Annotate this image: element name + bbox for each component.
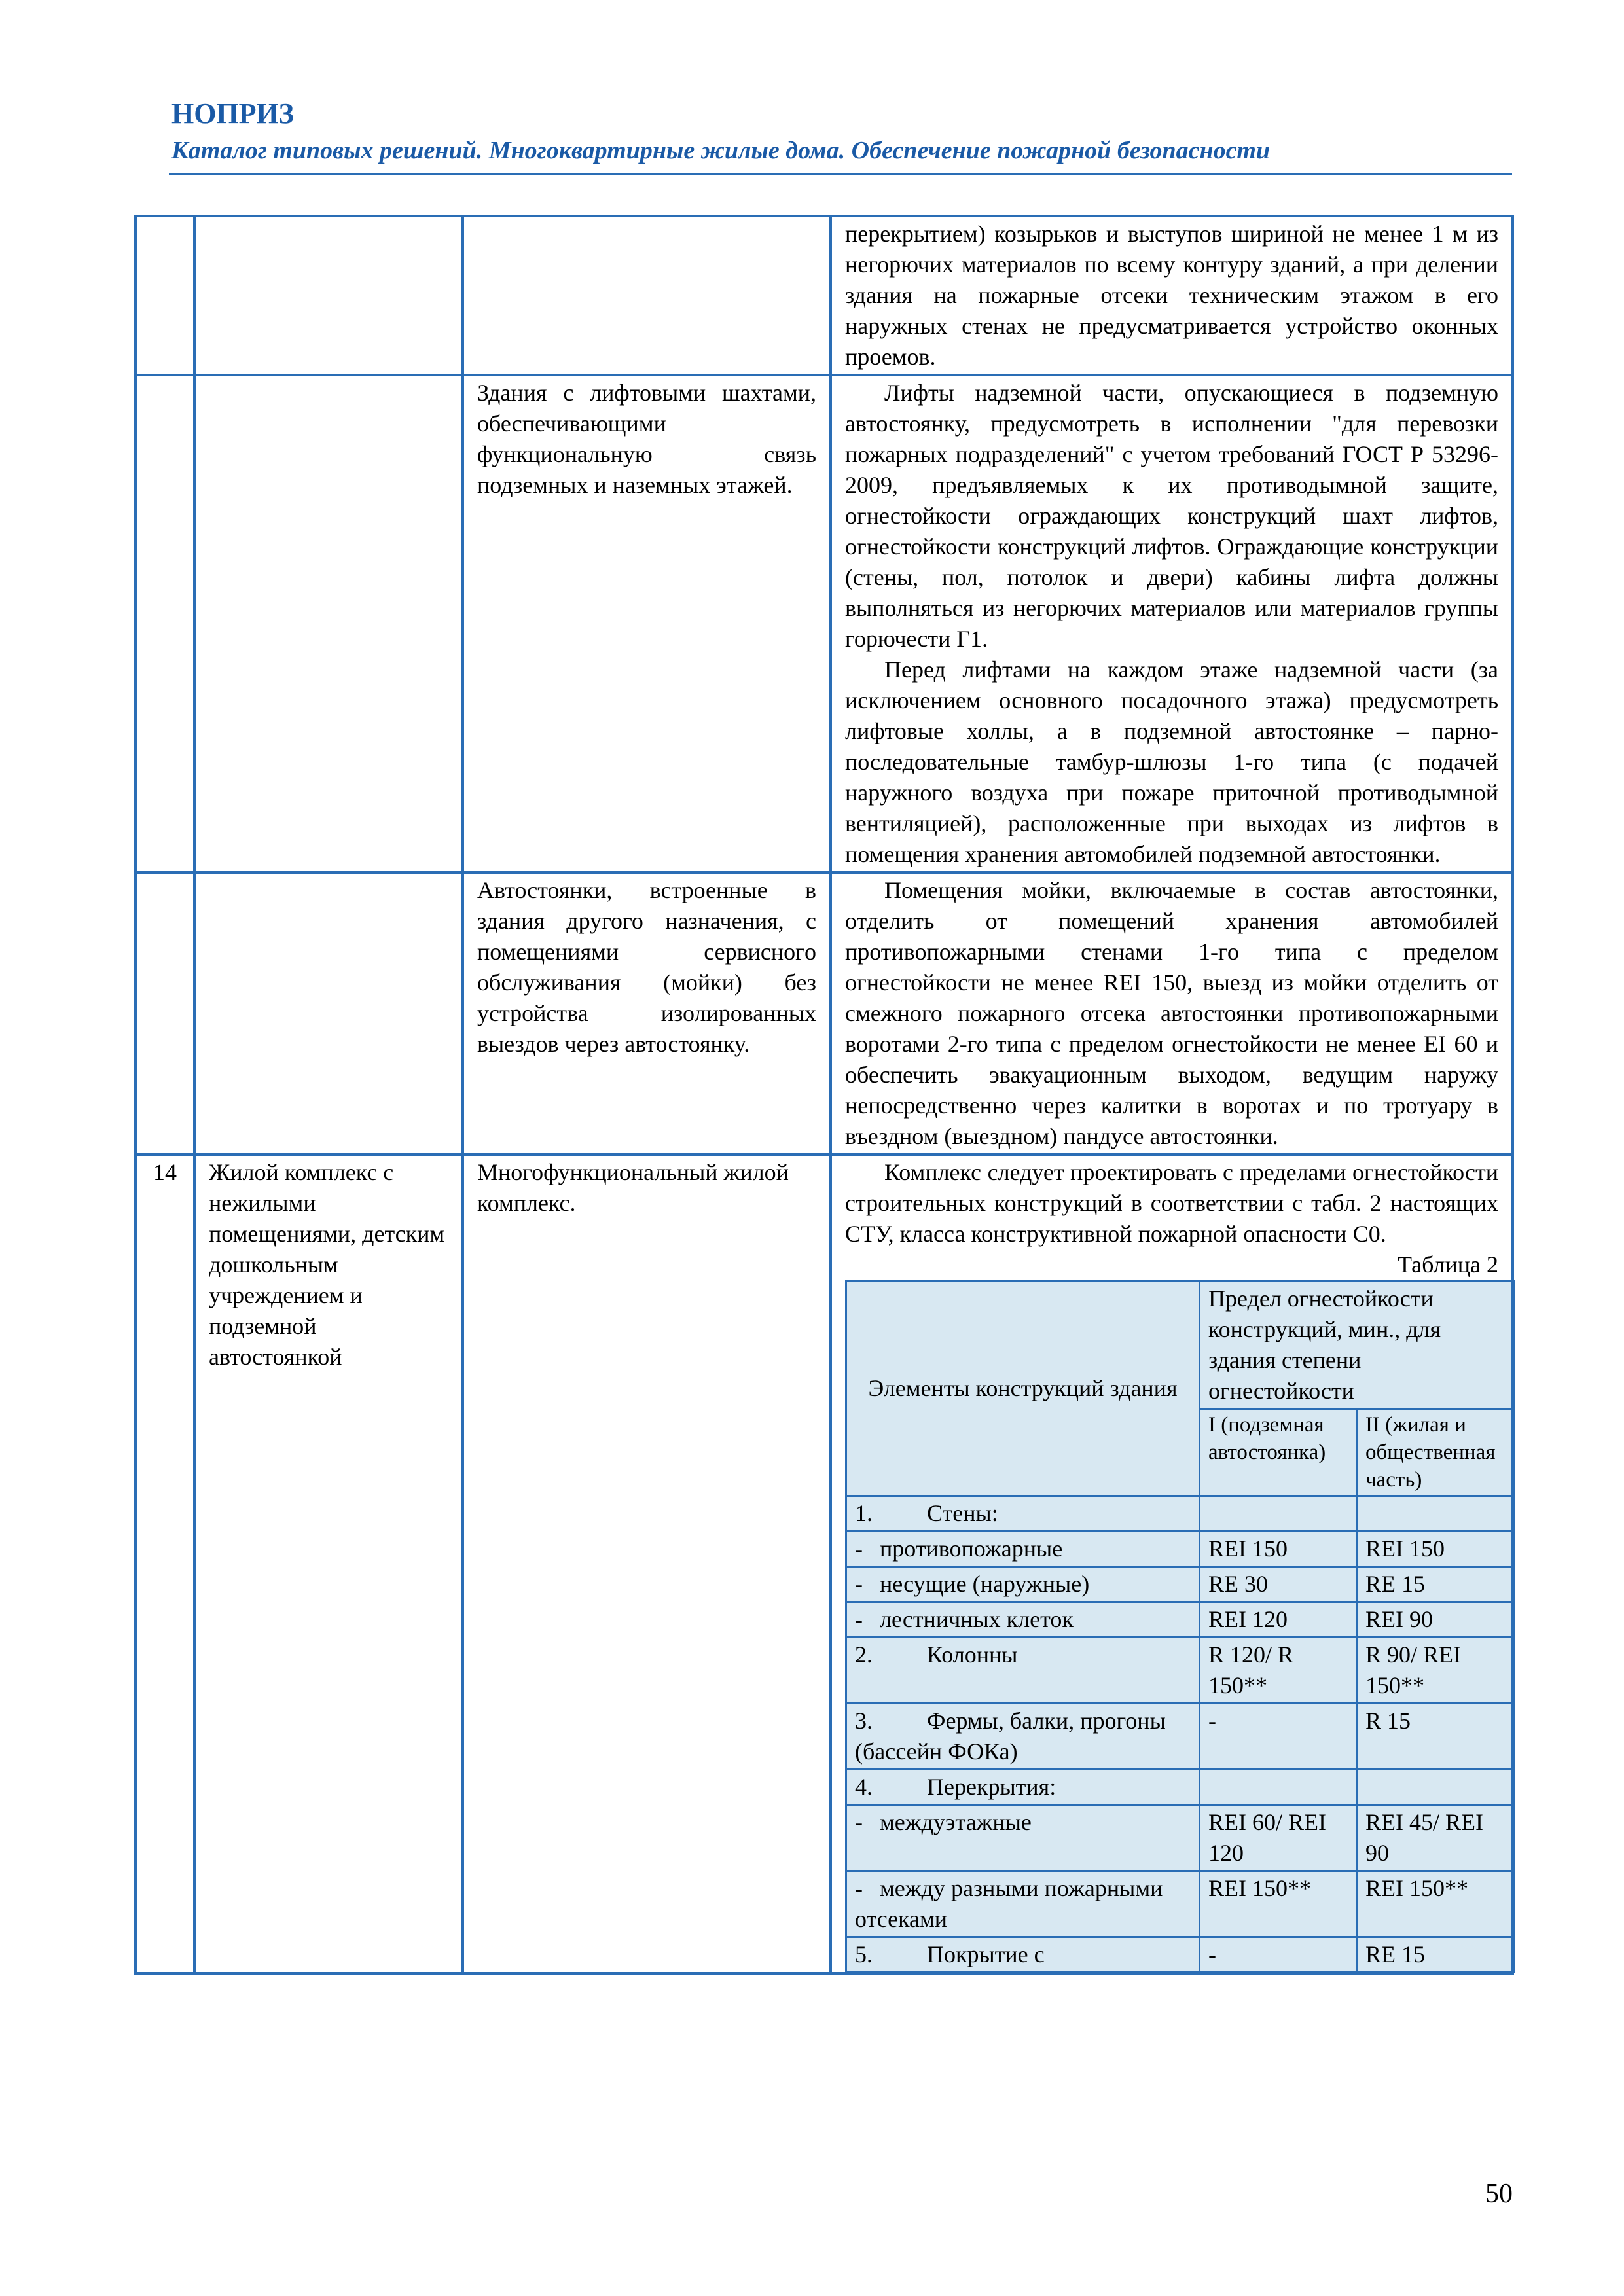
inner-table-row [846, 1638, 1514, 1704]
solution-cell [831, 216, 1513, 375]
value-col2: R 90/ REI 150** [1357, 1638, 1514, 1704]
element-label: между разными пожарными отсеками [855, 1875, 1163, 1932]
page-number: 50 [1485, 2179, 1513, 2209]
element-number: 5. [855, 1941, 873, 1967]
solution-paragraph: Комплекс следует проектировать с пределами огнестойкости строительных конструкций в соответствии с табл. 2 настоящих СТУ, класса конструктивной пожарной опасности С0. [845, 1159, 1498, 1247]
element-number: 4. [855, 1774, 873, 1800]
element-number: - [855, 1809, 863, 1835]
element-label: Покрытие с [927, 1941, 1045, 1967]
element-label: Стены: [927, 1500, 998, 1526]
element-label-cell [846, 1805, 1200, 1871]
condition-text: Здания с лифтовыми шахтами, обеспечивающими функциональную связь подземных и наземных этажей. [477, 380, 816, 498]
table-row [135, 216, 1513, 375]
inner-table-row [846, 1602, 1514, 1638]
element-label: Перекрытия: [927, 1774, 1056, 1800]
value-col1: RE 30 [1200, 1567, 1357, 1602]
value-col2: REI 90 [1357, 1602, 1514, 1638]
header-limit: Предел огнестойкости конструкций, мин., для здания степени огнестойкости [1200, 1282, 1514, 1409]
element-number: - [855, 1606, 863, 1632]
element-label: лестничных клеток [880, 1606, 1074, 1632]
inner-header-row [846, 1282, 1514, 1409]
condition-text: Автостоянки, встроенные в здания другого назначения, с помещениями сервисного обслуживания (мойки) без устройства изолированных выездов через автостоянку. [477, 877, 816, 1057]
element-number: 3. [855, 1708, 873, 1734]
value-col2 [1357, 1496, 1514, 1532]
num-cell [135, 216, 194, 375]
element-label-cell [846, 1532, 1200, 1567]
object-cell [194, 872, 463, 1155]
value-col2: REI 150** [1357, 1871, 1514, 1937]
value-col2: RE 15 [1357, 1937, 1514, 1973]
inner-table-row [846, 1567, 1514, 1602]
inner-table-row [846, 1496, 1514, 1532]
value-col1: - [1200, 1704, 1357, 1770]
solution-paragraph: Помещения мойки, включаемые в состав автостоянки, отделить от помещений хранения автомобилей противопожарными стенами 1-го типа с пределом огнестойкости не менее REI 150, выезд из мойки отделить от смежного пожарного отсека автостоянки противопожарными воротами 2-го типа с пределом огнестойкости не менее EI 60 и обеспечить эвакуационным выходом, ведущим наружу непосредственно через калитки в воротах и по тротуару в въездном (выездном) пандусе автостоянки. [845, 877, 1498, 1149]
header-col1: I (подземная автостоянка) [1200, 1409, 1357, 1496]
element-number: 2. [855, 1641, 873, 1668]
inner-table-row [846, 1937, 1514, 1973]
value-col1: - [1200, 1937, 1357, 1973]
value-col2: REI 45/ REI 90 [1357, 1805, 1514, 1871]
value-col1 [1200, 1496, 1357, 1532]
header-col2: II (жилая и общественная часть) [1357, 1409, 1514, 1496]
solutions-table [134, 215, 1514, 1975]
inner-table-row [846, 1805, 1514, 1871]
element-label: междуэтажные [880, 1809, 1032, 1835]
header-subtitle: Каталог типовых решений. Многоквартирные жилые дома. Обеспечение пожарной безопасности [171, 137, 1271, 164]
element-number: - [855, 1571, 863, 1597]
table-caption: Таблица 2 [1398, 1251, 1498, 1278]
header-divider [169, 173, 1512, 175]
solution-cell [831, 872, 1513, 1155]
solution-paragraph: Лифты надземной части, опускающиеся в подземную автостоянку, предусмотреть в исполнении "для перевозки пожарных подразделений" с учетом требований ГОСТ Р 53296-2009, предъявляемых к их противодымной защите, огнестойкости ограждающих конструкций шахт лифтов, огнестойкости конструкций лифтов. Ограждающие конструкции (стены, пол, потолок и двери) кабины лифта должны выполняться из негорючих материалов или материалов группы горючести Г1. [845, 380, 1498, 652]
value-col1: R 120/ R 150** [1200, 1638, 1357, 1704]
table-row [135, 1155, 1513, 1973]
num-cell [135, 872, 194, 1155]
element-label-cell [846, 1871, 1200, 1937]
element-label-cell [846, 1496, 1200, 1532]
object-text: Жилой комплекс с нежилыми помещениями, детским дошкольным учреждением и подземной автостоянкой [209, 1159, 445, 1370]
element-label: несущие (наружные) [880, 1571, 1090, 1597]
element-label-cell [846, 1567, 1200, 1602]
element-label-cell [846, 1602, 1200, 1638]
inner-table-row [846, 1704, 1514, 1770]
solution-cell [831, 1155, 1513, 1973]
value-col1: REI 60/ REI 120 [1200, 1805, 1357, 1871]
element-number: - [855, 1535, 863, 1562]
inner-table-row [846, 1770, 1514, 1805]
table-row [135, 375, 1513, 872]
solution-paragraph: Перед лифтами на каждом этаже надземной части (за исключением основного посадочного этажа) предусмотреть лифтовые холлы, а в подземной автостоянке – парно-последовательные тамбур-шлюзы 1-го типа (с подачей наружного воздуха при пожаре приточной противодымной вентиляцией), расположенные при выходах из лифтов в помещения хранения автомобилей подземной автостоянки. [845, 656, 1498, 867]
element-label-cell [846, 1704, 1200, 1770]
object-cell [194, 375, 463, 872]
condition-text: Многофункциональный жилой комплекс. [477, 1159, 789, 1216]
value-col2: REI 150 [1357, 1532, 1514, 1567]
condition-cell [463, 872, 831, 1155]
object-cell [194, 216, 463, 375]
condition-cell [463, 216, 831, 375]
fire-resistance-table [845, 1280, 1515, 1973]
element-number: 1. [855, 1500, 873, 1526]
element-label-cell [846, 1937, 1200, 1973]
value-col2: RE 15 [1357, 1567, 1514, 1602]
solution-cell [831, 375, 1513, 872]
element-number: - [855, 1875, 863, 1901]
element-label: Колонны [927, 1641, 1018, 1668]
element-label-cell [846, 1638, 1200, 1704]
num-cell [135, 375, 194, 872]
value-col2: R 15 [1357, 1704, 1514, 1770]
value-col1 [1200, 1770, 1357, 1805]
object-cell [194, 1155, 463, 1973]
condition-cell [463, 375, 831, 872]
solution-text: перекрытием) козырьков и выступов шириной не менее 1 м из негорючих материалов по всему контуру зданий, а при делении здания на пожарные отсеки техническим этажом в его наружных стенах не предусматривается устройство оконных проемов. [845, 221, 1498, 370]
header-elements: Элементы конструкций здания [846, 1282, 1200, 1496]
condition-cell [463, 1155, 831, 1973]
num-cell: 14 [135, 1155, 194, 1973]
table-row [135, 872, 1513, 1155]
element-label-cell [846, 1770, 1200, 1805]
value-col1: REI 150 [1200, 1532, 1357, 1567]
element-label: противопожарные [880, 1535, 1063, 1562]
value-col1: REI 120 [1200, 1602, 1357, 1638]
element-label: Фермы, балки, прогоны (бассейн ФОКа) [855, 1708, 1166, 1765]
inner-table-row [846, 1871, 1514, 1937]
header-org: НОПРИЗ [171, 98, 294, 130]
value-col1: REI 150** [1200, 1871, 1357, 1937]
inner-table-row [846, 1532, 1514, 1567]
value-col2 [1357, 1770, 1514, 1805]
